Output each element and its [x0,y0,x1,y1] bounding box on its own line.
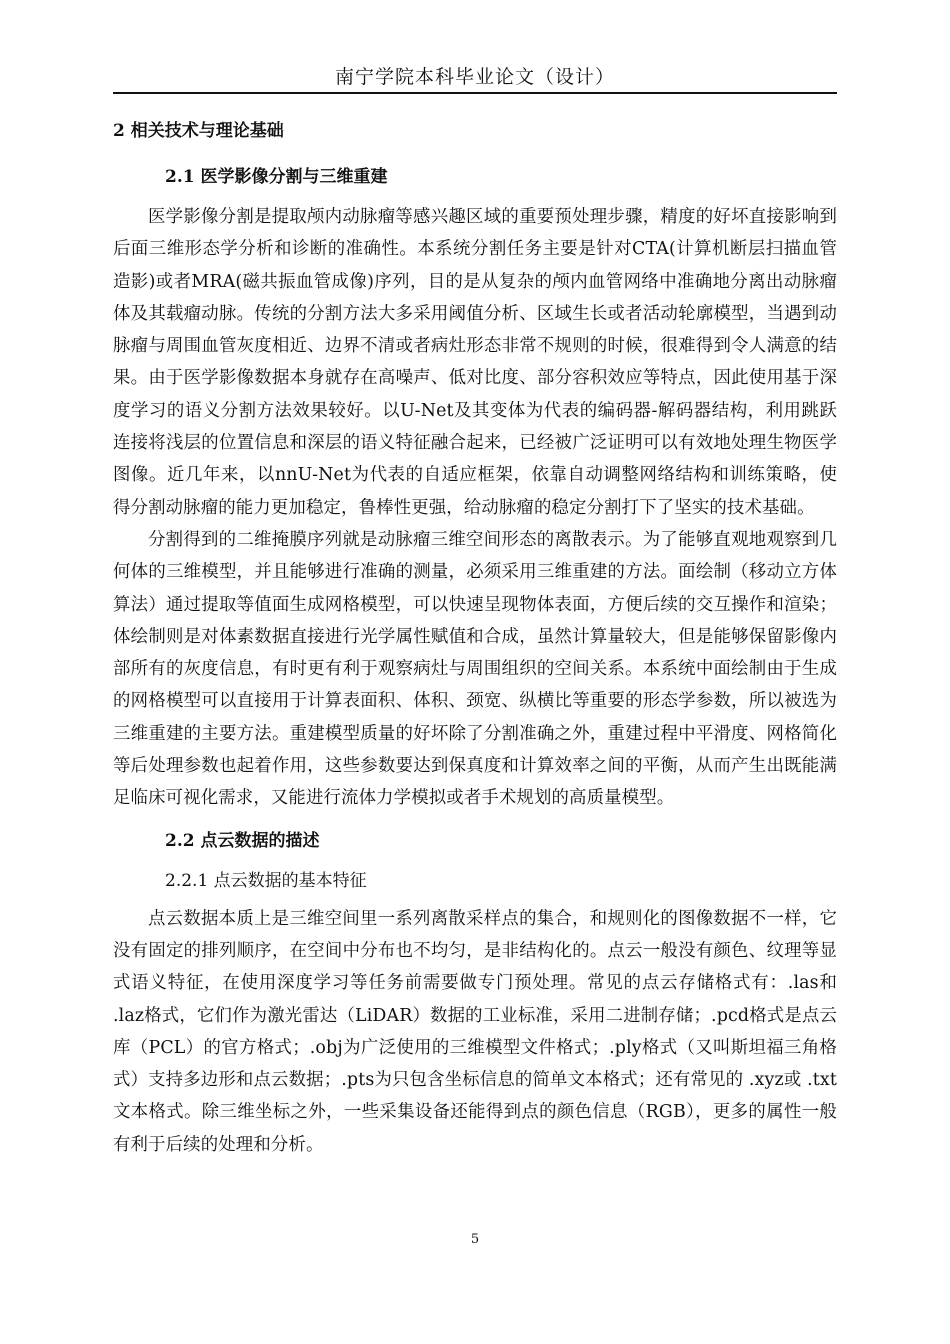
header-rule [113,92,837,94]
paragraph: 点云数据本质上是三维空间里一系列离散采样点的集合，和规则化的图像数据不一样，它没有固定的排列顺序，在空间中分布也不均匀，是非结构化的。点云一般没有颜色、纹理等显式语义特征，在使用深度学习等任务前需要做专门预处理。常见的点云存储格式有：.las和 .laz格式，它们作为激光雷达（LiDAR）数据的工业标准，采用二进制存储；.pcd格式是点云库（PCL）的官方格式；.obj为广泛使用的三维模型文件格式；.ply格式（又叫斯坦福三角格式）支持多边形和点云数据；.pts为只包含坐标信息的简单文本格式；还有常见的 .xyz或 .txt文本格式。除三维坐标之外，一些采集设备还能得到点的颜色信息（RGB），更多的属性一般有利于后续的处理和分析。 [113,908,837,1155]
paragraph: 医学影像分割是提取颅内动脉瘤等感兴趣区域的重要预处理步骤，精度的好坏直接影响到后面三维形态学分析和诊断的准确性。本系统分割任务主要是针对CTA(计算机断层扫描血管造影)或者MRA(磁共振血管成像)序列，目的是从复杂的颅内血管网络中准确地分离出动脉瘤体及其载瘤动脉。传统的分割方法大多采用阈值分析、区域生长或者活动轮廓模型，当遇到动脉瘤与周围血管灰度相近、边界不清或者病灶形态非常不规则的时候，很难得到令人满意的结果。由于医学影像数据本身就存在高噪声、低对比度、部分容积效应等特点，因此使用基于深度学习的语义分割方法效果较好。以U-Net及其变体为代表的编码器-解码器结构，利用跳跃连接将浅层的位置信息和深层的语义特征融合起来，已经被广泛证明可以有效地处理生物医学图像。近几年来，以nnU-Net为代表的自适应框架，依靠自动调整网络结构和训练策略，使得分割动脉瘤的能力更加稳定，鲁棒性更强，给动脉瘤的稳定分割打下了坚实的技术基础。 [113,207,837,518]
chapter-heading: 2 相关技术与理论基础 [113,121,284,141]
page-body [113,115,837,1161]
running-header: 南宁学院本科毕业论文（设计） [334,66,615,88]
subsection-heading-2-2-1: 2.2.1 点云数据的基本特征 [165,870,367,891]
section-heading-2-1: 2.1 医学影像分割与三维重建 [165,167,388,187]
paragraph: 分割得到的二维掩膜序列就是动脉瘤三维空间形态的离散表示。为了能够直观地观察到几何体的三维模型，并且能够进行准确的测量，必须采用三维重建的方法。面绘制（移动立方体算法）通过提取等值面生成网格模型，可以快速呈现物体表面，方便后续的交互操作和渲染；体绘制则是对体素数据直接进行光学属性赋值和合成，虽然计算量较大，但是能够保留影像内部所有的灰度信息，有时更有利于观察病灶与周围组织的空间关系。本系统中面绘制由于生成的网格模型可以直接用于计算表面积、体积、颈宽、纵横比等重要的形态学参数，所以被选为三维重建的主要方法。重建模型质量的好坏除了分割准确之外，重建过程中平滑度、网格简化等后处理参数也起着作用，这些参数要达到保真度和计算效率之间的平衡，从而产生出既能满足临床可视化需求，又能进行流体力学模拟或者手术规划的高质量模型。 [113,529,837,809]
page-number: 5 [470,1232,480,1247]
section-heading-2-2: 2.2 点云数据的描述 [165,830,320,851]
